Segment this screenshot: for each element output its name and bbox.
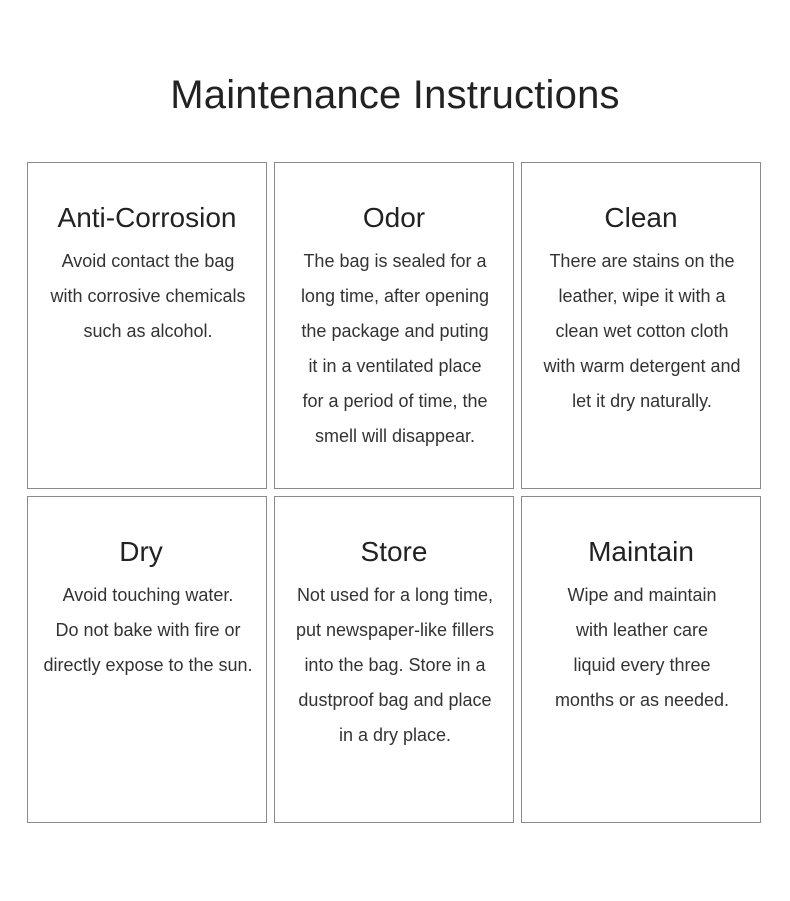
card-line: There are stains on the <box>549 251 735 271</box>
page-title: Maintenance Instructions <box>170 73 620 117</box>
card-line: Do not bake with fire or <box>55 620 241 640</box>
card-line: The bag is sealed for a <box>303 251 487 271</box>
card-line: Avoid touching water. <box>62 585 234 605</box>
card-line: in a dry place. <box>338 725 452 745</box>
card-description <box>26 244 270 349</box>
card-title: Store <box>360 536 428 567</box>
card-description <box>273 244 517 454</box>
card-line: smell will disappear. <box>314 426 476 446</box>
card-line: dustproof bag and place <box>298 690 492 710</box>
card-line: with warm detergent and <box>543 356 741 376</box>
card-line: it in a ventilated place <box>308 356 482 376</box>
card-store <box>274 496 514 823</box>
card-title: Maintain <box>588 536 694 567</box>
card-line: into the bag. Store in a <box>304 655 486 675</box>
card-description <box>26 578 270 683</box>
card-clean <box>521 162 761 489</box>
card-line: put newspaper-like fillers <box>295 620 495 640</box>
card-line: directly expose to the sun. <box>43 655 253 675</box>
card-description <box>520 578 764 718</box>
card-title: Dry <box>119 536 163 567</box>
card-description <box>520 244 764 419</box>
card-line: let it dry naturally. <box>572 391 712 411</box>
card-maintain <box>521 496 761 823</box>
card-line: leather, wipe it with a <box>558 286 726 306</box>
card-title: Odor <box>362 202 426 233</box>
card-line: the package and puting <box>301 321 489 341</box>
card-line: with corrosive chemicals <box>50 286 246 306</box>
card-line: Not used for a long time, <box>296 585 494 605</box>
card-title: Anti-Corrosion <box>57 202 237 233</box>
card-dry <box>27 496 267 823</box>
card-odor <box>274 162 514 489</box>
card-line: such as alcohol. <box>83 321 213 341</box>
card-line: with leather care <box>575 620 709 640</box>
card-line: months or as needed. <box>554 690 730 710</box>
card-title: Clean <box>604 202 678 233</box>
card-line: clean wet cotton cloth <box>555 321 729 341</box>
card-line: liquid every three <box>573 655 711 675</box>
card-description <box>273 578 517 753</box>
card-line: Avoid contact the bag <box>61 251 235 271</box>
card-anti-corrosion <box>27 162 267 489</box>
card-line: for a period of time, the <box>302 391 488 411</box>
card-line: Wipe and maintain <box>567 585 717 605</box>
card-line: long time, after opening <box>300 286 490 306</box>
